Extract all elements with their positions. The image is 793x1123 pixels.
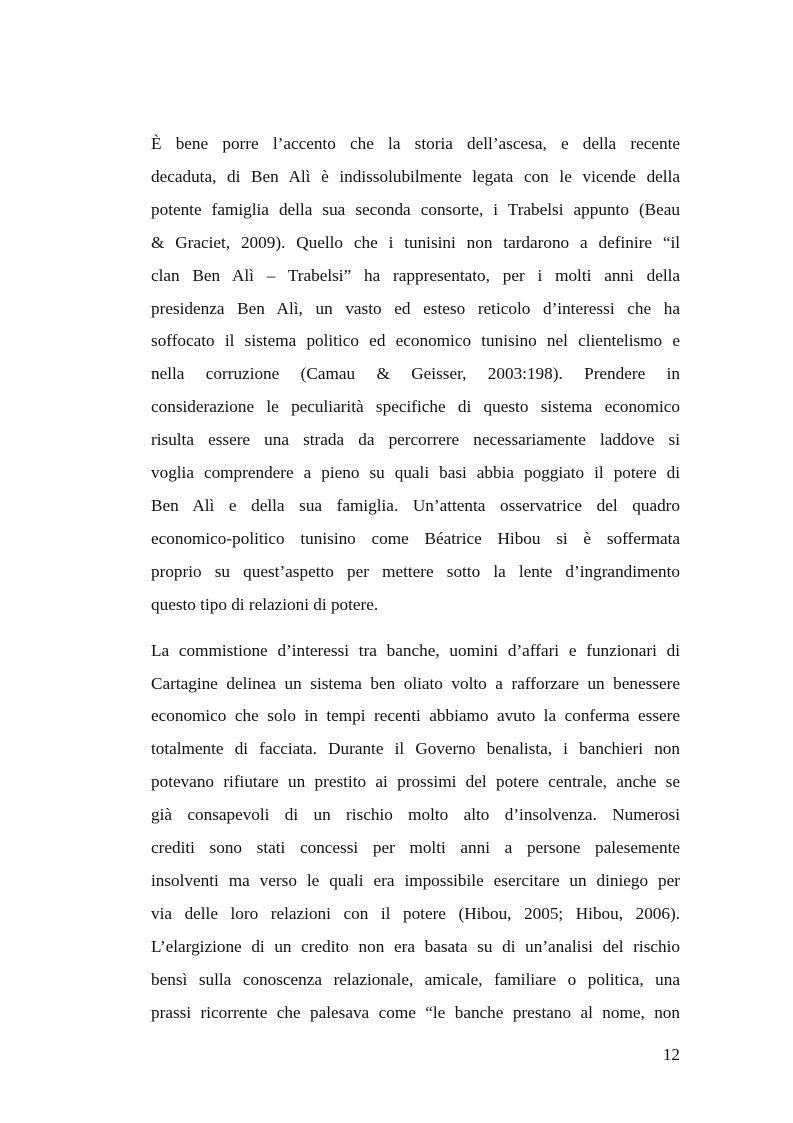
text-line: insolventi ma verso le quali era impossibile esercitare un diniego per [151, 870, 680, 890]
text-line: già consapevoli di un rischio molto alto d’insolvenza. Numerosi [151, 805, 680, 825]
text-line: economico-politico tunisino come Béatrice Hibou si è soffermata [151, 528, 680, 548]
text-line: La commistione d’interessi tra banche, uomini d’affari e funzionari di [151, 640, 680, 660]
text-line: crediti sono stati concessi per molti anni a persone palesemente [151, 838, 680, 858]
text-line: economico che solo in tempi recenti abbiamo avuto la conferma essere [151, 706, 680, 726]
text-line: proprio su quest’aspetto per mettere sotto la lente d’ingrandimento [151, 561, 680, 581]
text-line: Cartagine delinea un sistema ben oliato volto a rafforzare un benessere [151, 673, 680, 693]
text-line: bensì sulla conoscenza relazionale, amicale, familiare o politica, una [151, 969, 680, 989]
text-line: presidenza Ben Alì, un vasto ed esteso reticolo d’interessi che ha [151, 298, 680, 318]
text-line: L’elargizione di un credito non era basata su di un’analisi del rischio [151, 936, 680, 956]
text-line: soffocato il sistema politico ed economico tunisino nel clientelismo e [151, 331, 680, 351]
text-line: & Graciet, 2009). Quello che i tunisini non tardarono a definire “il [151, 232, 680, 252]
text-line: potevano rifiutare un prestito ai prossimi del potere centrale, anche se [151, 772, 680, 792]
text-line: decaduta, di Ben Alì è indissolubilmente legata con le vicende della [151, 166, 680, 186]
text-line: prassi ricorrente che palesava come “le banche prestano al nome, non [151, 1002, 680, 1022]
text-line: voglia comprendere a pieno su quali basi abbia poggiato il potere di [151, 463, 680, 483]
text-line: Ben Alì e della sua famiglia. Un’attenta osservatrice del quadro [151, 495, 680, 515]
text-line: potente famiglia della sua seconda consorte, i Trabelsi appunto (Beau [151, 199, 680, 219]
text-line: È bene porre l’accento che la storia dell’ascesa, e della recente [151, 134, 680, 153]
body-text [151, 128, 680, 1029]
text-line: nella corruzione (Camau & Geisser, 2003:198). Prendere in [151, 364, 680, 384]
text-line: totalmente di facciata. Durante il Governo benalista, i banchieri non [151, 739, 680, 759]
text-line: clan Ben Alì – Trabelsi” ha rappresentato, per i molti anni della [151, 265, 680, 285]
paragraph-2 [151, 635, 680, 1030]
text-line: considerazione le peculiarità specifiche di questo sistema economico [151, 397, 680, 417]
text-line: via delle loro relazioni con il potere (Hibou, 2005; Hibou, 2006). [151, 903, 680, 923]
page-number: 12 [662, 1045, 680, 1064]
text-line: risulta essere una strada da percorrere necessariamente laddove si [151, 430, 680, 450]
text-line: questo tipo di relazioni di potere. [151, 594, 379, 614]
paragraph-1 [151, 128, 680, 622]
